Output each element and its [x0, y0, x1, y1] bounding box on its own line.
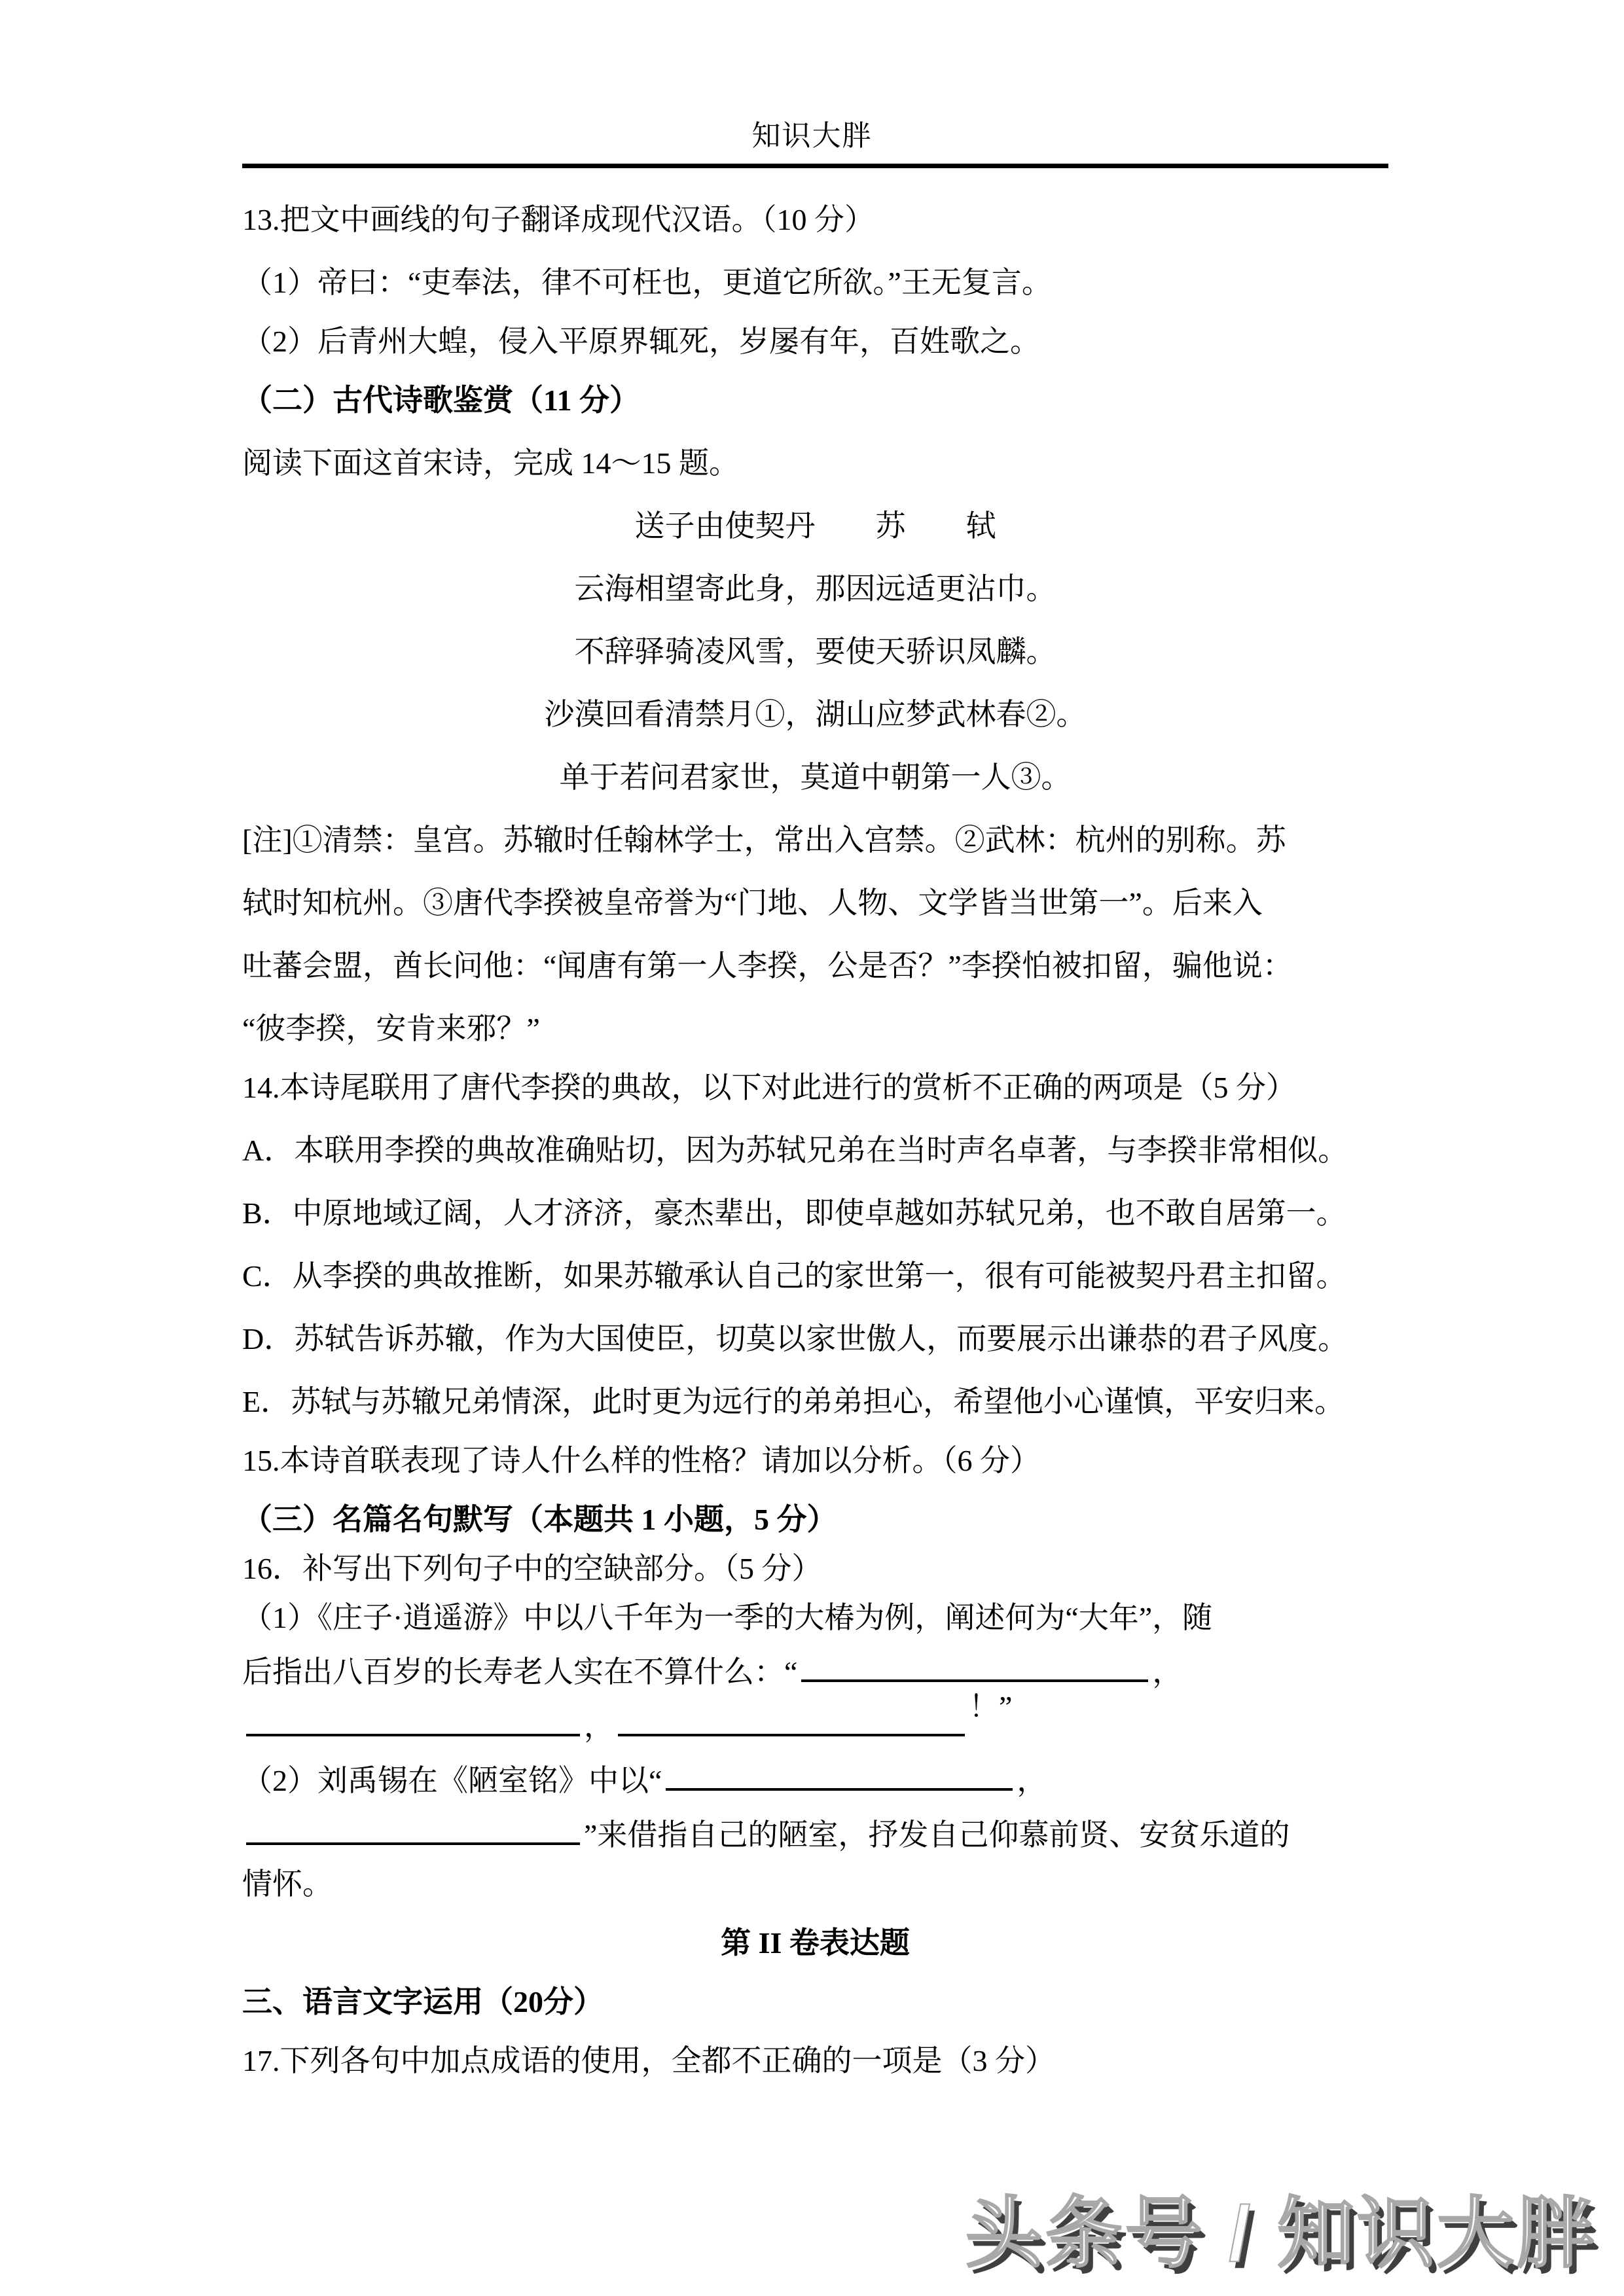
- q16-part1-line3-end: ！”: [969, 1690, 1013, 1723]
- exam-content: [0, 204, 1624, 2077]
- q16-part1-line3: [242, 1690, 1388, 1743]
- section-language-heading: 三、语言文字运用（20分）: [242, 1985, 604, 2018]
- watermark-text: 头条号 / 知识大胖: [965, 2191, 1597, 2277]
- poem-line-2: 不辞驿骑凌风雪，要使天骄识凤麟。: [574, 635, 1056, 668]
- q16-part2-line2: [242, 1814, 1388, 1852]
- q14-option-e: E．苏轼与苏辙兄弟情深，此时更为远行的弟弟担心，希望他小心谨慎，平安归来。: [242, 1385, 1345, 1418]
- q16-part1-line2-comma: ，: [1152, 1655, 1183, 1689]
- q13-stem: 13.把文中画线的句子翻译成现代汉语。（10 分）: [242, 203, 875, 236]
- reading-intro: 阅读下面这首宋诗，完成 14～15 题。: [242, 446, 739, 480]
- part2-heading: 第 II 卷表达题: [721, 1926, 910, 1960]
- q16-part2-line1-comma: ，: [1017, 1764, 1047, 1797]
- answer-blank-1: [801, 1651, 1148, 1682]
- q14-stem: 14.本诗尾联用了唐代李揆的典故，以下对此进行的赏析不正确的两项是（5 分）: [242, 1071, 1296, 1104]
- q15-stem: 15.本诗首联表现了诗人什么样的性格？请加以分析。（6 分）: [242, 1444, 1040, 1477]
- section3-heading: （三）名篇名句默写（本题共 1 小题，5 分）: [242, 1503, 837, 1536]
- q16-part1-line2: [242, 1651, 1388, 1689]
- q16-part2-line3: 情怀。: [242, 1867, 333, 1901]
- q13-item-1: （1）帝曰：“吏奉法，律不可枉也，更道它所欲。”王无复言。: [242, 266, 1052, 299]
- note-line-3: 吐蕃会盟，酋长问他：“闻唐有第一人李揆，公是否？”李揆怕被扣留，骗他说：: [242, 949, 1293, 982]
- answer-blank-3: [618, 1705, 965, 1736]
- q17-stem: 17.下列各句中加点成语的使用，全都不正确的一项是（3 分）: [242, 2044, 1055, 2077]
- poem-line-3: 沙漠回看清禁月①，湖山应梦武林春②。: [544, 698, 1087, 731]
- q14-option-d: D．苏轼告诉苏辙，作为大国使臣，切莫以家世傲人，而要展示出谦恭的君子风度。: [242, 1322, 1348, 1355]
- q16-part2-line2-text: ”来借指自己的陋室，抒发自己仰慕前贤、安贫乐道的: [584, 1818, 1290, 1852]
- answer-blank-4: [666, 1759, 1013, 1791]
- q14-option-c: C．从李揆的典故推断，如果苏辙承认自己的家世第一，很有可能被契丹君主扣留。: [242, 1259, 1346, 1293]
- note-line-2: 轼时知杭州。③唐代李揆被皇帝誉为“门地、人物、文学皆当世第一”。后来入: [242, 886, 1263, 920]
- answer-blank-5: [246, 1814, 580, 1845]
- answer-blank-2: [246, 1705, 580, 1736]
- q16-stem: 16．补写出下列句子中的空缺部分。（5 分）: [242, 1552, 822, 1585]
- section2-heading: （二）古代诗歌鉴赏（11 分）: [242, 384, 640, 417]
- q16-part1-line2-text: 后指出八百岁的长寿老人实在不算什么：“: [242, 1655, 798, 1689]
- poem-title-line: 送子由使契丹 苏 轼: [634, 509, 996, 543]
- poem-line-4: 单于若问君家世，莫道中朝第一人③。: [559, 761, 1072, 794]
- q14-option-a: A．本联用李揆的典故准确贴切，因为苏轼兄弟在当时声名卓著，与李揆非常相似。: [242, 1134, 1348, 1167]
- note-line-1: [注]①清禁：皇宫。苏辙时任翰林学士，常出入宫禁。②武林：杭州的别称。苏: [242, 823, 1286, 857]
- q16-part1-line3-comma: ，: [584, 1710, 614, 1743]
- poem-line-1: 云海相望寄此身，那因远适更沾巾。: [574, 572, 1056, 605]
- q16-part2-line1-text: （2）刘禹锡在《陋室铭》中以“: [242, 1764, 662, 1797]
- note-line-4: “彼李揆，安肯来邪？”: [242, 1012, 540, 1045]
- q14-option-b: B．中原地域辽阔，人才济济，豪杰辈出，即使卓越如苏轼兄弟，也不敢自居第一。: [242, 1196, 1346, 1230]
- page-header: [0, 0, 1624, 168]
- header-divider: [242, 164, 1388, 168]
- q13-item-2: （2）后青州大蝗，侵入平原界辄死，岁屡有年，百姓歌之。: [242, 325, 1040, 358]
- page-header-title: 知识大胖: [751, 120, 873, 152]
- q16-part2-line1: [242, 1759, 1388, 1797]
- q16-part1-line1: （1）《庄子·逍遥游》中以八千年为一季的大椿为例，阐述何为“大年”，随: [242, 1601, 1213, 1634]
